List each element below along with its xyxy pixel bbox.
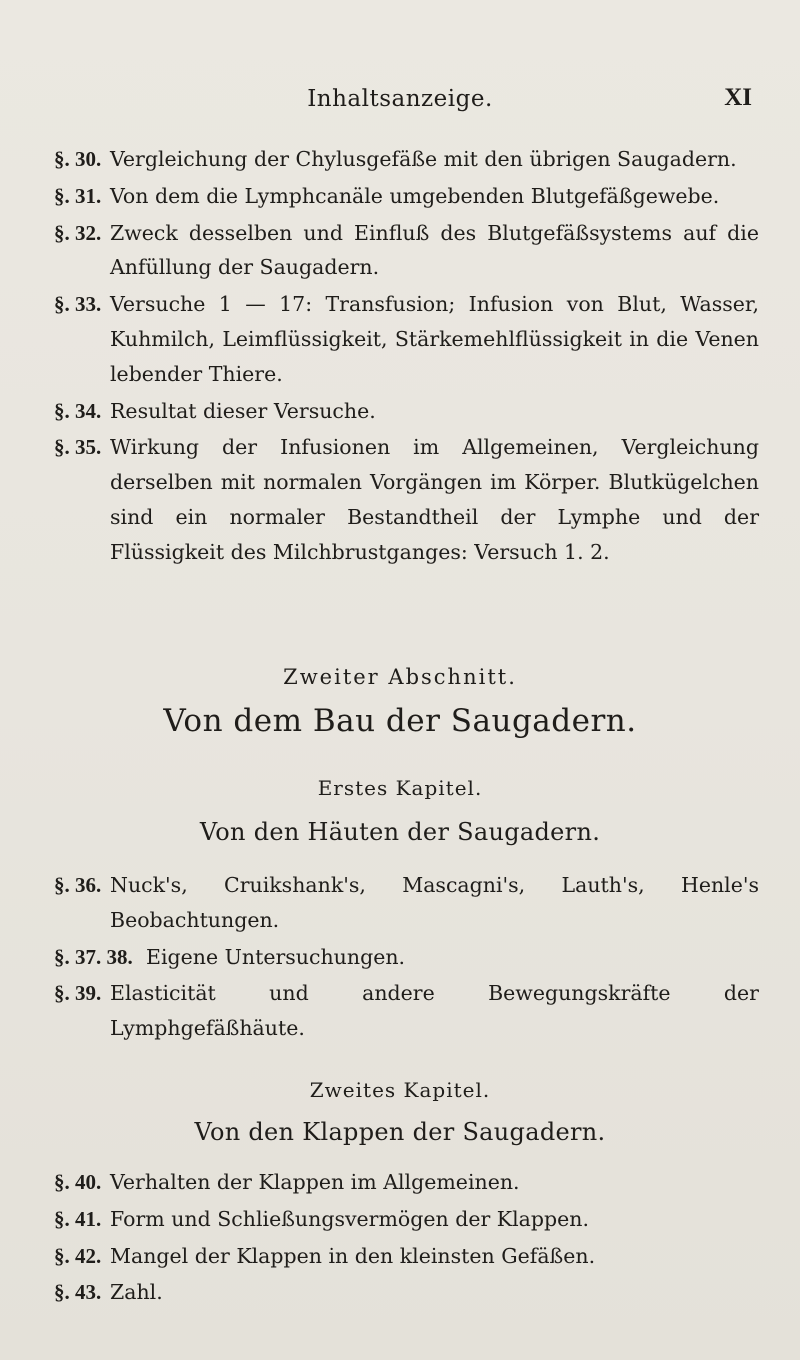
- toc-entry: [54, 1202, 759, 1237]
- section-number: §. 41.: [54, 1206, 102, 1231]
- section-number: §. 35.: [54, 435, 102, 460]
- toc-entry: [54, 430, 759, 569]
- entry-text: Form und Schließungsvermögen der Klappen.: [110, 1206, 589, 1231]
- toc-entry: [54, 1165, 759, 1200]
- toc-entry: [54, 216, 759, 286]
- section-number: §. 37. 38.: [54, 944, 133, 969]
- chapter-label: Erstes Kapitel.: [317, 776, 483, 800]
- page-header: [0, 82, 800, 122]
- section-number: §. 39.: [54, 981, 102, 1006]
- section-number: §. 34.: [54, 398, 102, 423]
- toc-entry: [54, 1275, 759, 1310]
- entry-text: Zweck desselben und Einfluß des Blutgefäßsystems auf die Anfüllung der Saugadern.: [110, 220, 759, 280]
- chapter-label: Zweites Kapitel.: [309, 1078, 491, 1102]
- page-number: XI: [724, 84, 752, 111]
- entry-text: Resultat dieser Versuche.: [110, 398, 376, 423]
- toc-entries-part1: [54, 142, 759, 572]
- section-number: §. 40.: [54, 1170, 102, 1194]
- section-title: Von dem Bau der Saugadern.: [163, 703, 637, 739]
- section-number: §. 33.: [54, 292, 102, 317]
- section-number: §. 32.: [54, 220, 102, 245]
- section-number: §. 43.: [54, 1280, 102, 1305]
- running-head: Inhaltsanzeige.: [307, 86, 493, 112]
- toc-entry: [54, 394, 759, 429]
- toc-entry: [54, 868, 759, 938]
- toc-entry: [54, 940, 759, 975]
- chapter-title: Von den Häuten der Saugadern.: [199, 818, 601, 846]
- section-number: §. 30.: [54, 147, 102, 171]
- toc-entry: [54, 287, 759, 391]
- toc-entry: [54, 142, 759, 177]
- section-number: §. 31.: [54, 183, 102, 208]
- entry-text: Verhalten der Klappen im Allgemeinen.: [110, 1170, 520, 1194]
- entry-text: Elasticität und andere Bewegungskräfte der Lymphgefäßhäute.: [110, 981, 759, 1041]
- toc-entry: [54, 1239, 759, 1274]
- toc-entry: [54, 976, 759, 1046]
- toc-entries-part3: [54, 1165, 759, 1312]
- entry-text: Wirkung der Infusionen im Allgemeinen, Vergleichung derselben mit normalen Vorgängen im Körper. Blutkügelchen sind ein normaler Bestandtheil der Lymphe und der Flüssigkeit des Milchbrustganges: Versuch 1. 2.: [110, 435, 759, 564]
- toc-entry: [54, 179, 759, 214]
- entry-text: Von dem die Lymphcanäle umgebenden Blutgefäßgewebe.: [110, 183, 720, 208]
- entry-text: Zahl.: [110, 1280, 163, 1305]
- entry-text: Vergleichung der Chylusgefäße mit den übrigen Saugadern.: [110, 147, 737, 171]
- entry-text: Nuck's, Cruikshank's, Mascagni's, Lauth's, Henle's Beobachtungen.: [110, 873, 759, 932]
- section-number: §. 36.: [54, 873, 102, 897]
- section-number: §. 42.: [54, 1243, 102, 1268]
- entry-text: Mangel der Klappen in den kleinsten Gefäßen.: [110, 1243, 596, 1268]
- toc-entries-part2: [54, 868, 759, 1048]
- entry-text: Eigene Untersuchungen.: [146, 944, 406, 969]
- section-label: Zweiter Abschnitt.: [283, 665, 517, 689]
- chapter-title: Von den Klappen der Saugadern.: [194, 1118, 606, 1146]
- entry-text: Versuche 1 — 17: Transfusion; Infusion von Blut, Wasser, Kuhmilch, Leimflüssigkeit, Stärkemehlflüssigkeit in die Venen lebender Thiere.: [110, 292, 759, 386]
